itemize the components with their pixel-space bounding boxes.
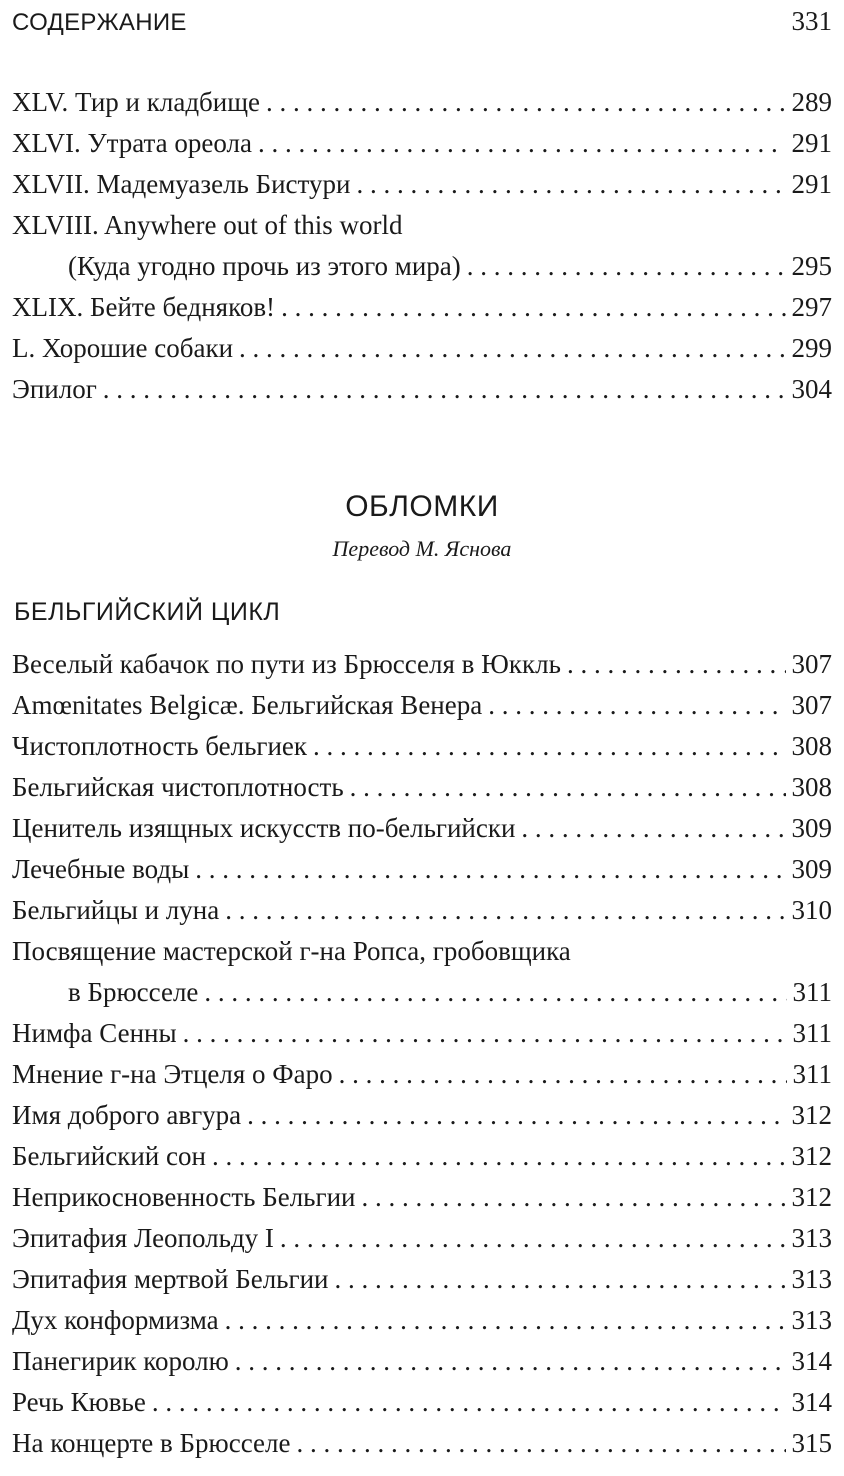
toc-entry-page: 313 <box>791 1223 832 1253</box>
toc-entry-title: Дух конформизма <box>12 1305 219 1335</box>
section-subtitle: Перевод М. Яснова <box>332 536 512 561</box>
toc-entry <box>12 1218 832 1259</box>
toc-entry-page: 297 <box>791 292 832 322</box>
toc-entry-title: На концерте в Брюсселе <box>12 1428 291 1458</box>
toc-entry <box>12 287 832 328</box>
toc-line <box>12 1259 832 1300</box>
toc-entry <box>12 1095 832 1136</box>
toc-entry-title: XLVI. Утрата ореола <box>12 128 252 158</box>
toc-line <box>12 1013 832 1054</box>
toc-entry-title: Неприкосновенность Бельгии <box>12 1182 356 1212</box>
toc-line <box>12 1054 832 1095</box>
toc-line <box>12 767 832 808</box>
toc-entry-page: 309 <box>791 813 832 843</box>
toc-entry-page: 299 <box>791 333 832 363</box>
toc-entry <box>12 1300 832 1341</box>
toc-line <box>12 849 832 890</box>
toc-entry-page: 312 <box>791 1100 832 1130</box>
toc-entry <box>12 123 832 164</box>
toc-line <box>12 1136 832 1177</box>
dot-leader <box>247 1095 785 1136</box>
section-title: ОБЛОМКИ <box>345 490 499 523</box>
dot-leader <box>350 767 786 808</box>
toc-entry-title: Мнение г-на Этцеля о Фаро <box>12 1059 333 1089</box>
toc-line <box>12 644 832 685</box>
toc-entry-page: 312 <box>791 1182 832 1212</box>
dot-leader <box>567 644 786 685</box>
toc-line <box>12 369 832 410</box>
toc-line <box>12 890 832 931</box>
toc-entry-title: Amœnitates Belgicæ. Бельгийская Венера <box>12 690 483 720</box>
dot-leader <box>266 82 785 123</box>
dot-leader <box>296 1423 785 1464</box>
dot-leader <box>195 849 785 890</box>
toc-entry-page: 311 <box>792 1059 832 1089</box>
toc-entry-title: XLIX. Бейте бедняков! <box>12 292 276 322</box>
toc-entry-page: 295 <box>791 251 832 281</box>
toc-entry-title: Бельгийцы и луна <box>12 895 220 925</box>
toc-entry-page: 289 <box>791 87 832 117</box>
toc-line <box>12 123 832 164</box>
toc-line <box>12 931 832 972</box>
dot-leader <box>281 287 785 328</box>
toc-entry <box>12 931 832 1013</box>
dot-leader <box>225 1300 786 1341</box>
toc-entry-page: 307 <box>791 649 832 679</box>
toc-entry-title: в Брюсселе <box>68 977 199 1007</box>
toc-entry-title: Речь Кювье <box>12 1387 146 1417</box>
toc-entry <box>12 164 832 205</box>
running-title: СОДЕРЖАНИЕ <box>12 9 187 36</box>
toc-entry-title: Эпилог <box>12 374 97 404</box>
toc-line <box>12 328 832 369</box>
toc-line <box>12 1341 832 1382</box>
toc-entry <box>12 1136 832 1177</box>
toc-entry-page: 313 <box>791 1305 832 1335</box>
dot-leader <box>103 369 786 410</box>
dot-leader <box>339 1054 787 1095</box>
toc-line <box>12 246 832 287</box>
toc-entry <box>12 82 832 123</box>
toc-entry <box>12 205 832 287</box>
toc-line <box>12 1300 832 1341</box>
toc-entry <box>12 328 832 369</box>
toc-entry-page: 310 <box>791 895 832 925</box>
toc-line <box>12 1218 832 1259</box>
toc-entry-title: Имя доброго авгура <box>12 1100 242 1130</box>
toc-entry <box>12 767 832 808</box>
toc-line <box>12 1382 832 1423</box>
toc-entry-title: XLV. Тир и кладбище <box>12 87 261 117</box>
toc-entry <box>12 849 832 890</box>
dot-leader <box>239 328 785 369</box>
page-number: 331 <box>791 6 832 36</box>
toc-line <box>12 972 832 1013</box>
toc-entry-title: Веселый кабачок по пути из Брюсселя в Юккль <box>12 649 561 679</box>
dot-leader <box>235 1341 786 1382</box>
toc-entry <box>12 369 832 410</box>
dot-leader <box>521 808 785 849</box>
toc-entry <box>12 685 832 726</box>
toc-entry-page: 311 <box>792 1018 832 1048</box>
toc-entry-title: Панегирик королю <box>12 1346 229 1376</box>
toc-list-top <box>12 82 832 410</box>
toc-entry <box>12 644 832 685</box>
toc-entry <box>12 1423 832 1464</box>
toc-entry-page: 304 <box>791 374 832 404</box>
toc-line <box>12 1423 832 1464</box>
toc-entry-page: 307 <box>791 690 832 720</box>
toc-entry-title: Нимфа Сенны <box>12 1018 177 1048</box>
dot-leader <box>334 1259 785 1300</box>
toc-entry <box>12 726 832 767</box>
toc-line <box>12 287 832 328</box>
toc-entry-page: 308 <box>791 772 832 802</box>
toc-entry <box>12 1177 832 1218</box>
toc-line <box>12 205 832 246</box>
toc-entry <box>12 1054 832 1095</box>
toc-line <box>12 1177 832 1218</box>
toc-line <box>12 808 832 849</box>
toc-entry <box>12 1341 832 1382</box>
toc-entry <box>12 1013 832 1054</box>
toc-entry-page: 314 <box>791 1346 832 1376</box>
toc-entry <box>12 1259 832 1300</box>
toc-entry-page: 291 <box>791 169 832 199</box>
toc-line <box>12 1095 832 1136</box>
toc-entry-title: Эпитафия мертвой Бельгии <box>12 1264 329 1294</box>
toc-entry-title: Эпитафия Леопольду I <box>12 1223 274 1253</box>
toc-line <box>12 685 832 726</box>
dot-leader <box>152 1382 786 1423</box>
dot-leader <box>488 685 785 726</box>
toc-line <box>12 164 832 205</box>
toc-entry-page: 308 <box>791 731 832 761</box>
toc-entry-title: Бельгийский сон <box>12 1141 206 1171</box>
toc-list-cycle <box>12 644 832 1464</box>
toc-entry-page: 309 <box>791 854 832 884</box>
dot-leader <box>258 123 786 164</box>
dot-leader <box>313 726 785 767</box>
dot-leader <box>356 164 785 205</box>
toc-entry-title: Ценитель изящных искусств по-бельгийски <box>12 813 516 843</box>
toc-entry-title: Бельгийская чистоплотность <box>12 772 344 802</box>
toc-entry-title: Посвящение мастерской г-на Ропса, гробовщика <box>12 936 571 966</box>
dot-leader <box>225 890 785 931</box>
running-head <box>12 6 832 40</box>
dot-leader <box>183 1013 787 1054</box>
toc-line <box>12 726 832 767</box>
toc-entry-title: Лечебные воды <box>12 854 190 884</box>
toc-entry-page: 291 <box>791 128 832 158</box>
toc-entry-page: 311 <box>792 977 832 1007</box>
toc-entry <box>12 890 832 931</box>
toc-entry-page: 315 <box>791 1428 832 1458</box>
toc-entry-page: 313 <box>791 1264 832 1294</box>
toc-entry-page: 312 <box>791 1141 832 1171</box>
toc-entry-title: XLVIII. Anywhere out of this world <box>12 210 403 240</box>
toc-entry-title: L. Хорошие собаки <box>12 333 234 363</box>
dot-leader <box>361 1177 785 1218</box>
toc-entry-title: (Куда угодно прочь из этого мира) <box>68 251 461 281</box>
toc-line <box>12 82 832 123</box>
dot-leader <box>204 972 786 1013</box>
dot-leader <box>212 1136 786 1177</box>
dot-leader <box>280 1218 786 1259</box>
toc-entry-page: 314 <box>791 1387 832 1417</box>
cycle-heading: БЕЛЬГИЙСКИЙ ЦИКЛ <box>14 598 281 626</box>
dot-leader <box>467 246 786 287</box>
toc-entry <box>12 1382 832 1423</box>
toc-entry <box>12 808 832 849</box>
toc-entry-title: Чистоплотность бельгиек <box>12 731 308 761</box>
toc-entry-title: XLVII. Мадемуазель Бистури <box>12 169 351 199</box>
